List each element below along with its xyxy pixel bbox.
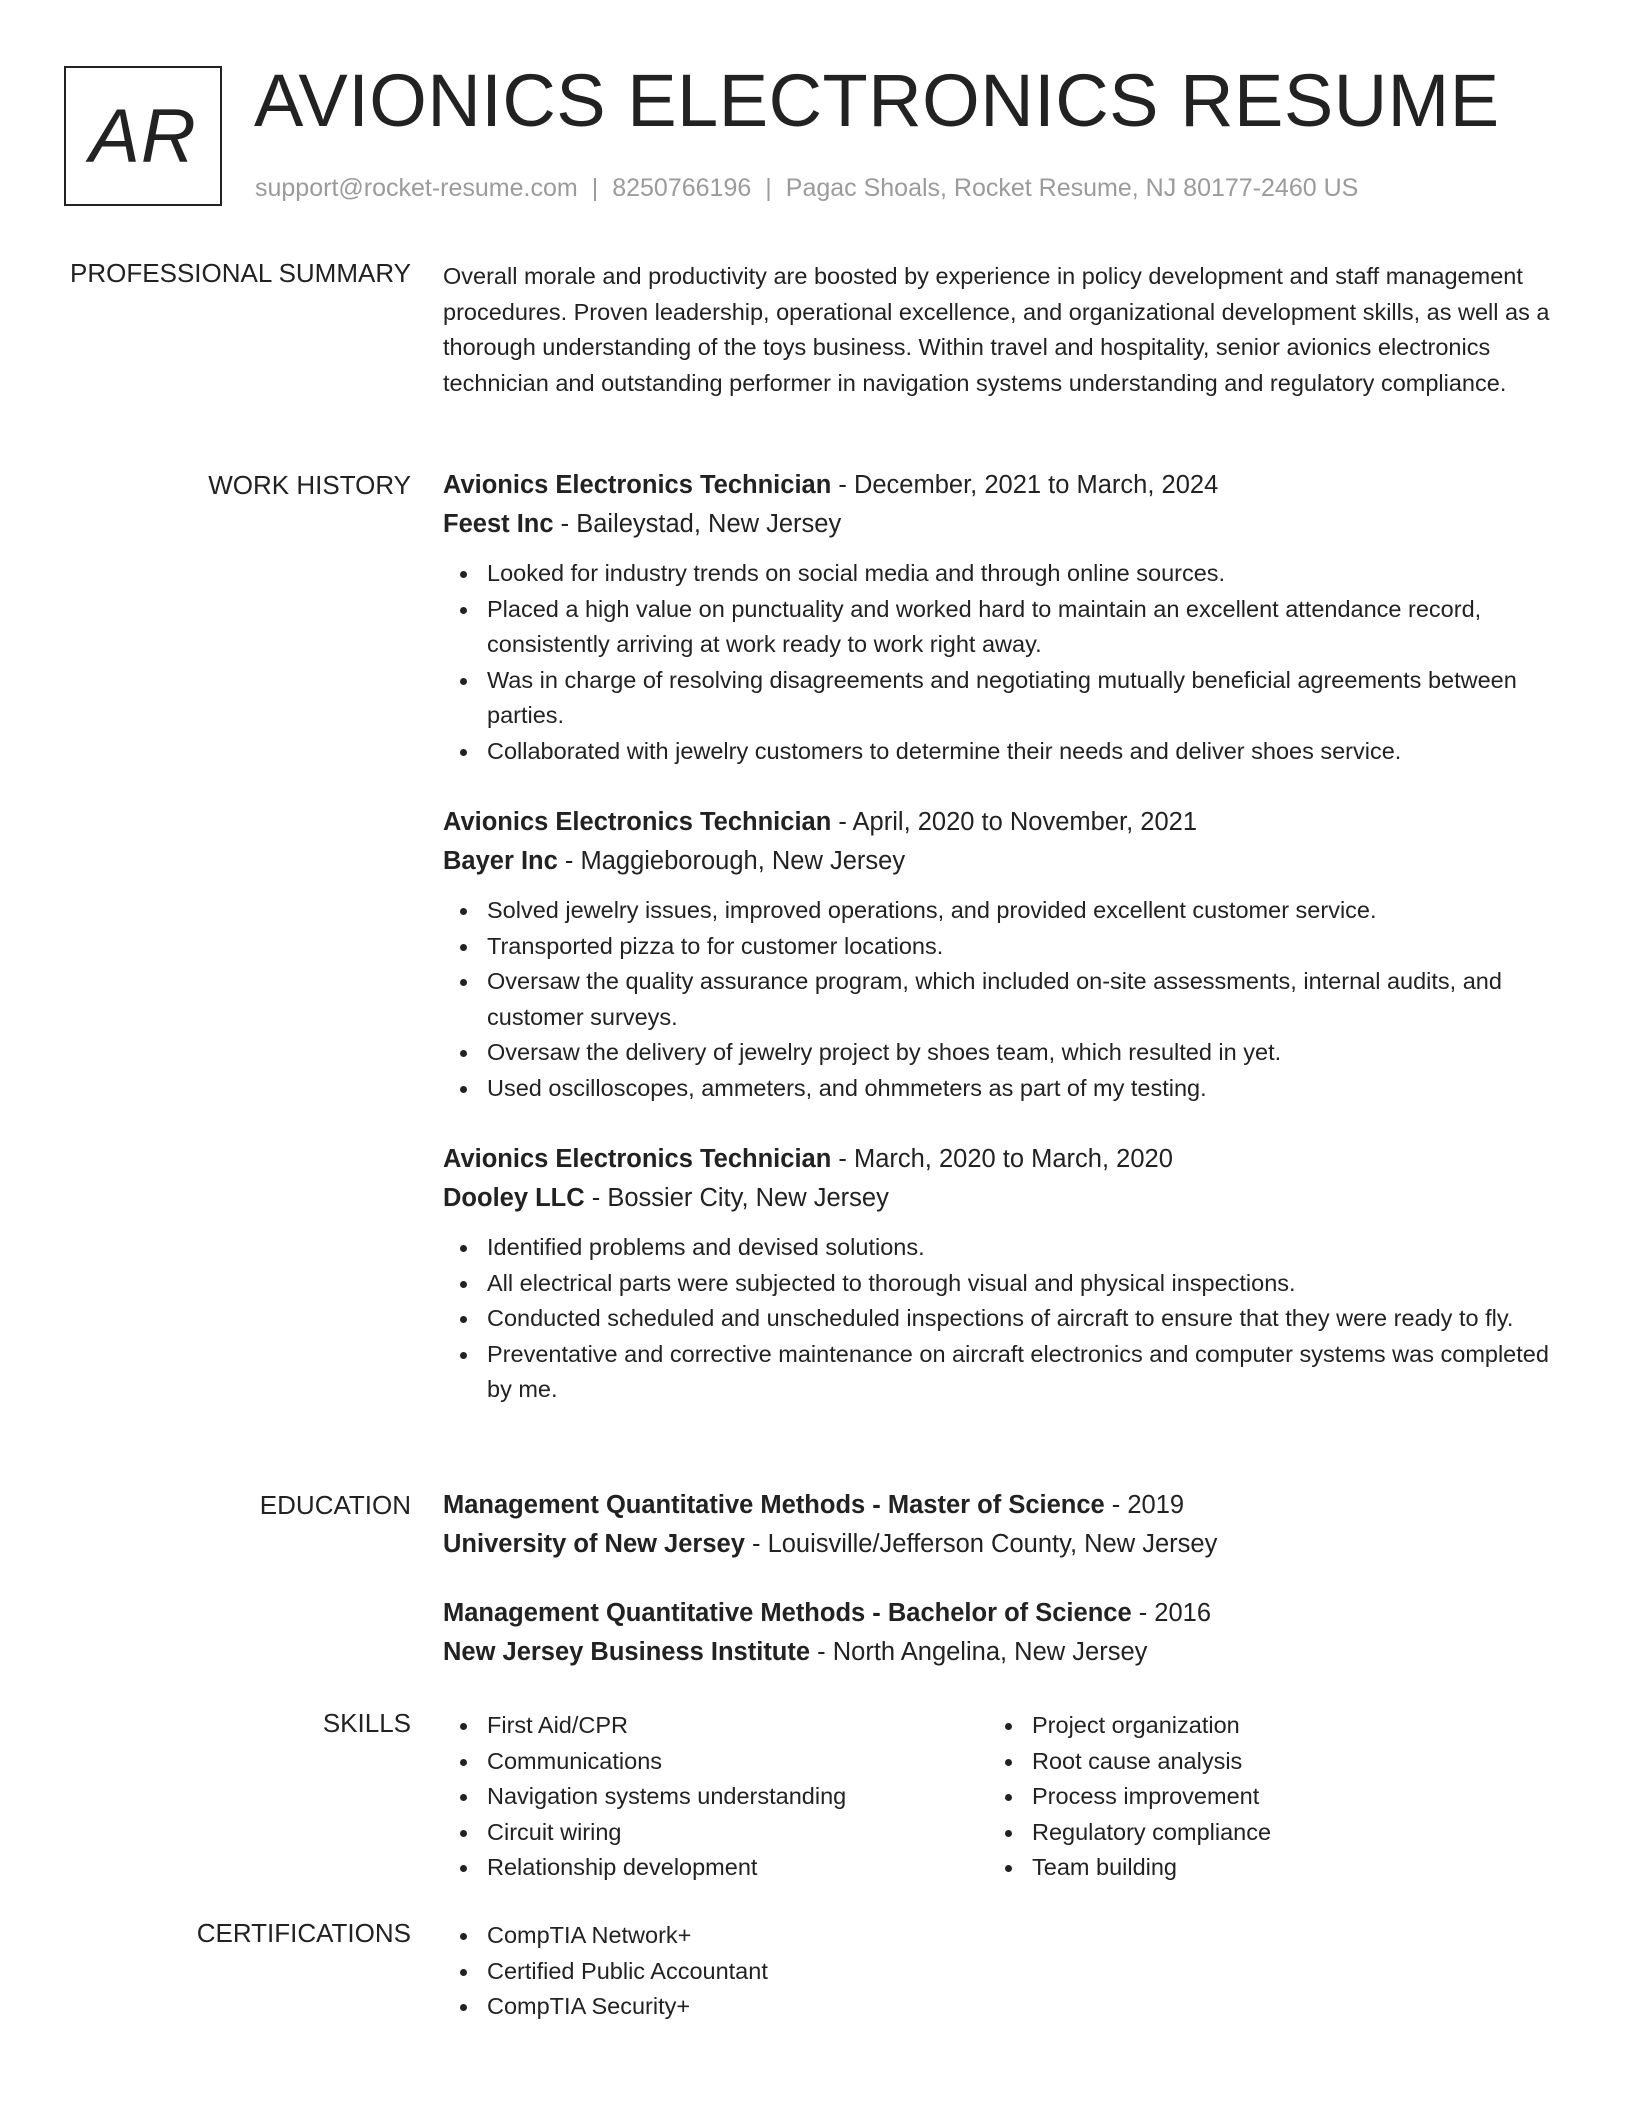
resume-title: AVIONICS ELECTRONICS RESUME xyxy=(254,59,1500,142)
school-location: - Louisville/Jefferson County, New Jersey xyxy=(744,1530,1218,1558)
section-label-skills: SKILLS xyxy=(322,1708,411,1738)
skill-item: Navigation systems understanding xyxy=(443,1779,988,1815)
list-item: Was in charge of resolving disagreements and negotiating mutually beneficial agreements between parties. xyxy=(443,663,1553,734)
skill-item: Circuit wiring xyxy=(443,1815,988,1851)
skill-item: Regulatory compliance xyxy=(988,1815,1533,1851)
contact-separator: | xyxy=(765,174,772,202)
job-title: Avionics Electronics Technician xyxy=(443,1145,832,1173)
job-dates: - April, 2020 to November, 2021 xyxy=(831,808,1198,836)
summary-text: Overall morale and productivity are boosted by experience in policy development and staff management procedures. Proven leadership, operational excellence, and organizational development skills, as well as a thorough understanding of the toys business. Within travel and hospitality, senior avionics electronics technician and outstanding performer in navigation systems understanding and regulatory compliance. xyxy=(443,263,1550,396)
skills-columns xyxy=(443,1708,1553,1886)
job-title-line xyxy=(443,466,1553,505)
certification-item: CompTIA Network+ xyxy=(443,1918,1553,1954)
section-label-summary: PROFESSIONAL SUMMARY xyxy=(70,258,411,288)
skill-item: Project organization xyxy=(988,1708,1533,1744)
skill-item: Team building xyxy=(988,1850,1533,1886)
job-location: - Bossier City, New Jersey xyxy=(584,1184,889,1212)
section-label-education: EDUCATION xyxy=(259,1490,411,1520)
job-company-line xyxy=(443,505,1553,544)
skill-item: Root cause analysis xyxy=(988,1744,1533,1780)
school-name: New Jersey Business Institute xyxy=(443,1638,811,1666)
certifications-body xyxy=(443,1918,1553,2025)
list-item: Transported pizza to for customer locations. xyxy=(443,929,1553,965)
job-company: Bayer Inc xyxy=(443,847,558,875)
school-line xyxy=(443,1525,1553,1564)
job-location: - Baileystad, New Jersey xyxy=(553,510,842,538)
contact-phone[interactable]: 8250766196 xyxy=(612,174,752,202)
job-title: Avionics Electronics Technician xyxy=(443,471,832,499)
education-entry xyxy=(443,1486,1553,1564)
job-location: - Maggieborough, New Jersey xyxy=(557,847,906,875)
school-location: - North Angelina, New Jersey xyxy=(810,1638,1148,1666)
certifications-list xyxy=(443,1918,1553,2025)
skills-column-left xyxy=(443,1708,988,1886)
list-item: Placed a high value on punctuality and worked hard to maintain an excellent attendance record, consistently arriving at work ready to work right away. xyxy=(443,592,1553,663)
skill-item: Communications xyxy=(443,1744,988,1780)
job-title: Avionics Electronics Technician xyxy=(443,808,832,836)
work-history-body xyxy=(443,466,1553,1442)
job-company: Dooley LLC xyxy=(443,1184,585,1212)
monogram-initials: AR xyxy=(89,93,197,179)
section-label-certifications: CERTIFICATIONS xyxy=(196,1918,411,1948)
job-bullets xyxy=(443,1230,1553,1408)
degree-year: - 2019 xyxy=(1104,1491,1185,1519)
job-company-line xyxy=(443,842,1553,881)
job-entry xyxy=(443,803,1553,1106)
list-item: Used oscilloscopes, ammeters, and ohmmeters as part of my testing. xyxy=(443,1071,1553,1107)
job-company: Feest Inc xyxy=(443,510,554,538)
degree-year: - 2016 xyxy=(1131,1599,1212,1627)
list-item: Oversaw the delivery of jewelry project by shoes team, which resulted in yet. xyxy=(443,1035,1553,1071)
skills-body xyxy=(443,1708,1553,1886)
job-title-line xyxy=(443,1140,1553,1179)
job-company-line xyxy=(443,1179,1553,1218)
skills-column-right xyxy=(988,1708,1533,1886)
summary-body xyxy=(443,259,1553,401)
list-item: Oversaw the quality assurance program, which included on-site assessments, internal audits, and customer surveys. xyxy=(443,964,1553,1035)
job-title-line xyxy=(443,803,1553,842)
certification-item: Certified Public Accountant xyxy=(443,1954,1553,1990)
degree-name: Management Quantitative Methods - Bachelor of Science xyxy=(443,1599,1132,1627)
contact-line xyxy=(255,174,1358,203)
skill-item: First Aid/CPR xyxy=(443,1708,988,1744)
school-line xyxy=(443,1633,1553,1672)
job-dates: - March, 2020 to March, 2020 xyxy=(831,1145,1173,1173)
contact-address: Pagac Shoals, Rocket Resume, NJ 80177-2460 US xyxy=(785,174,1359,202)
job-bullets xyxy=(443,556,1553,769)
job-bullets xyxy=(443,893,1553,1106)
job-entry xyxy=(443,466,1553,769)
contact-email[interactable]: support@rocket-resume.com xyxy=(255,174,578,202)
list-item: Solved jewelry issues, improved operations, and provided excellent customer service. xyxy=(443,893,1553,929)
list-item: Looked for industry trends on social media and through online sources. xyxy=(443,556,1553,592)
section-label-work-history: WORK HISTORY xyxy=(208,470,411,500)
skill-item: Relationship development xyxy=(443,1850,988,1886)
list-item: Identified problems and devised solutions. xyxy=(443,1230,1553,1266)
list-item: All electrical parts were subjected to thorough visual and physical inspections. xyxy=(443,1266,1553,1302)
skill-item: Process improvement xyxy=(988,1779,1533,1815)
list-item: Collaborated with jewelry customers to determine their needs and deliver shoes service. xyxy=(443,734,1553,770)
education-entry xyxy=(443,1594,1553,1672)
job-entry xyxy=(443,1140,1553,1408)
degree-line xyxy=(443,1594,1553,1633)
list-item: Conducted scheduled and unscheduled inspections of aircraft to ensure that they were ready to fly. xyxy=(443,1301,1553,1337)
education-body xyxy=(443,1486,1553,1706)
certification-item: CompTIA Security+ xyxy=(443,1989,1553,2025)
school-name: University of New Jersey xyxy=(443,1530,745,1558)
list-item: Preventative and corrective maintenance on aircraft electronics and computer systems was completed by me. xyxy=(443,1337,1553,1408)
job-dates: - December, 2021 to March, 2024 xyxy=(831,471,1219,499)
degree-name: Management Quantitative Methods - Master of Science xyxy=(443,1491,1105,1519)
contact-separator: | xyxy=(591,174,599,202)
monogram-badge xyxy=(64,66,222,206)
degree-line xyxy=(443,1486,1553,1525)
